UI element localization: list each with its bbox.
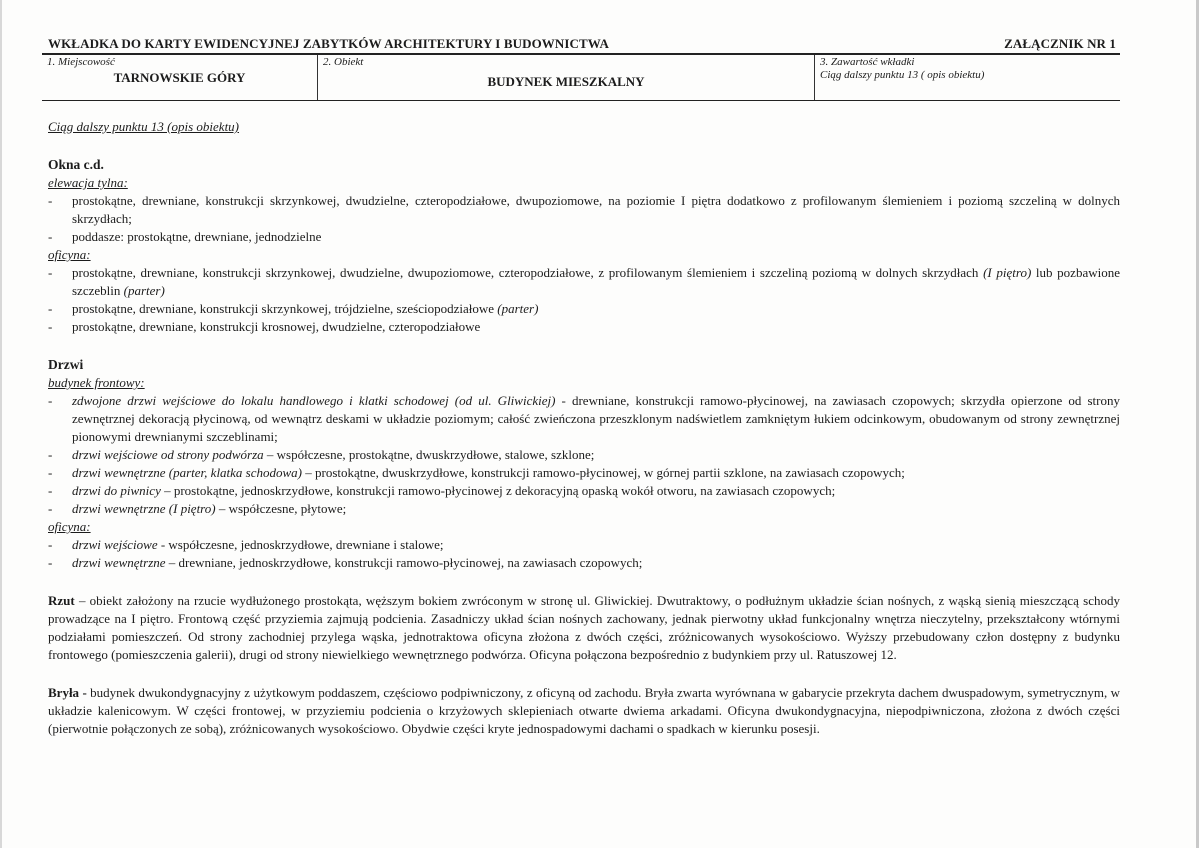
form-title: WKŁADKA DO KARTY EWIDENCYJNEJ ZABYTKÓW ARCHITEKTURY I BUDOWNICTWA xyxy=(48,36,609,51)
list-item: - drzwi wejściowe - współczesne, jednoskrzydłowe, drewniane i stalowe; xyxy=(48,537,444,552)
object-value: BUDYNEK MIESZKALNY xyxy=(487,74,645,89)
continuation-heading: Ciąg dalszy punktu 13 (opis obiektu) xyxy=(48,119,240,134)
list-item: - drzwi do piwnicy – prostokątne, jednoskrzydłowe, konstrukcji ramowo-płycinowej z dekoracyjną opaską wokół otworu, na zawiasach czopowych; xyxy=(48,483,836,498)
header-fields xyxy=(42,53,1120,101)
locality-cell xyxy=(42,55,318,100)
list-item: - prostokątne, drewniane, konstrukcji skrzynkowej, trójdzielne, sześciopodziałowe (parter) xyxy=(48,301,539,316)
list-item: - poddasze: prostokątne, drewniane, jednodzielne xyxy=(48,229,322,244)
annex-subheading: oficyna: xyxy=(48,247,91,262)
insert-content-value: Ciąg dalszy punktu 13 ( opis obiektu) xyxy=(820,69,985,81)
floor-plan-heading: Rzut xyxy=(48,593,75,608)
list-item: - drzwi wewnętrzne (parter, klatka schodowa) – prostokątne, dwuskrzydłowe, konstrukcji ramowo-płycinowej, w górnej partii szklone, na zawiasach czopowych; xyxy=(48,465,905,480)
annex-doors-subheading: oficyna: xyxy=(48,519,91,534)
header-title-row xyxy=(42,36,1120,53)
list-item: - zdwojone drzwi wejściowe do lokalu handlowego i klatki schodowej (od ul. Gliwickiej) - drewniane, konstrukcji ramowo-płycinowej, na zawiasach czopowych; skrzydła opierzone od strony zewnętrznej dekoracją płycinową, od wewnątrz deskami w układzie poziomym; całość zwieńczona przeszklonym nadświetlem zamkniętym łukiem odcinkowym, obudowanym od strony zewnętrznej pionowymi drewnianymi szczeblinami; xyxy=(48,393,1120,444)
document-body xyxy=(48,118,1120,738)
list-item: - prostokątne, drewniane, konstrukcji skrzynkowej, dwudzielne, czteropodziałowe, dwupoziomowe, na poziomie I piętra dodatkowo z profilowanym ślemieniem i poziomą szczeliną w dolnych skrzydłach; xyxy=(48,193,1120,226)
appendix-number: ZAŁĄCZNIK NR 1 xyxy=(1004,36,1116,51)
massing-paragraph: Bryła - budynek dwukondygnacyjny z użytkowym poddaszem, częściowo podpiwniczony, z oficyną od zachodu. Bryła zwarta wyrównana w gabarycie przekryta dachem dwuspadowym, symetrycznym, w układzie kalenicowym. W części frontowej, w przyziemiu podcienia o krzyżowych sklepieniach otwarte dwiema arkadami. Oficyna dwukondygnacyjna, niepodpiwniczona, złożona z dwóch części (pierwotnie połączonych ze sobą), zróżnicowanych wysokościowo. Obydwie części kryte jednospadowymi dachami o spadkach w kierunku posesji. xyxy=(48,685,1120,736)
list-item: - prostokątne, drewniane, konstrukcji skrzynkowej, dwudzielne, dwupoziomowe, czteropodziałowe, z profilowanym ślemieniem i szczeliną poziomą w dolnych skrzydłach (I piętro) lub pozbawione szczeblin (parter) xyxy=(48,265,1120,298)
locality-label: 1. Miejscowość xyxy=(47,56,115,68)
insert-content-label: 3. Zawartość wkładki xyxy=(820,56,915,68)
floor-plan-paragraph: Rzut – obiekt założony na rzucie wydłużonego prostokąta, węższym bokiem zwróconym w stronę ul. Gliwickiej. Dwutraktowy, o podłużnym układzie ścian nośnych, z wąską sienią mieszczącą schody prowadzące na I piętro. Frontową część przyziemia zajmują podcienia. Zasadniczy układ ścian nośnych zachowany, jednak pierwotny układ funkcjonalny wnętrza nieczytelny, przekształcony wtórnymi podziałami pomieszczeń. Od strony zachodniej przylega wąska, jednotraktowa oficyna złożona z dwóch części, zróżnicowanych wysokościowo. Wyższy przebudowany człon dostępny z budynku frontowego (pomieszczenia galerii), drugi od strony niewielkiego wewnętrznego podwórza. Oficyna połączona bezpośrednio z budynkiem przy ul. Ratuszowej 12. xyxy=(48,593,1120,662)
front-building-subheading: budynek frontowy: xyxy=(48,375,145,390)
object-label: 2. Obiekt xyxy=(323,56,364,68)
doors-heading: Drzwi xyxy=(48,357,84,372)
list-item: - drzwi wewnętrzne – drewniane, jednoskrzydłowe, konstrukcji ramowo-płycinowej, na zawiasach czopowych; xyxy=(48,555,643,570)
locality-value: TARNOWSKIE GÓRY xyxy=(113,70,246,85)
list-item: - prostokątne, drewniane, konstrukcji krosnowej, dwudzielne, czteropodziałowe xyxy=(48,319,481,334)
insert-content-cell xyxy=(815,55,1120,100)
object-cell xyxy=(318,55,815,100)
windows-heading: Okna c.d. xyxy=(48,157,104,172)
list-item: - drzwi wejściowe od strony podwórza – współczesne, prostokątne, dwuskrzydłowe, stalowe, szklone; xyxy=(48,447,595,462)
massing-heading: Bryła - xyxy=(48,685,87,700)
rear-elevation-subheading: elewacja tylna: xyxy=(48,175,128,190)
form-header xyxy=(42,36,1120,101)
list-item: - drzwi wewnętrzne (I piętro) – współczesne, płytowe; xyxy=(48,501,347,516)
